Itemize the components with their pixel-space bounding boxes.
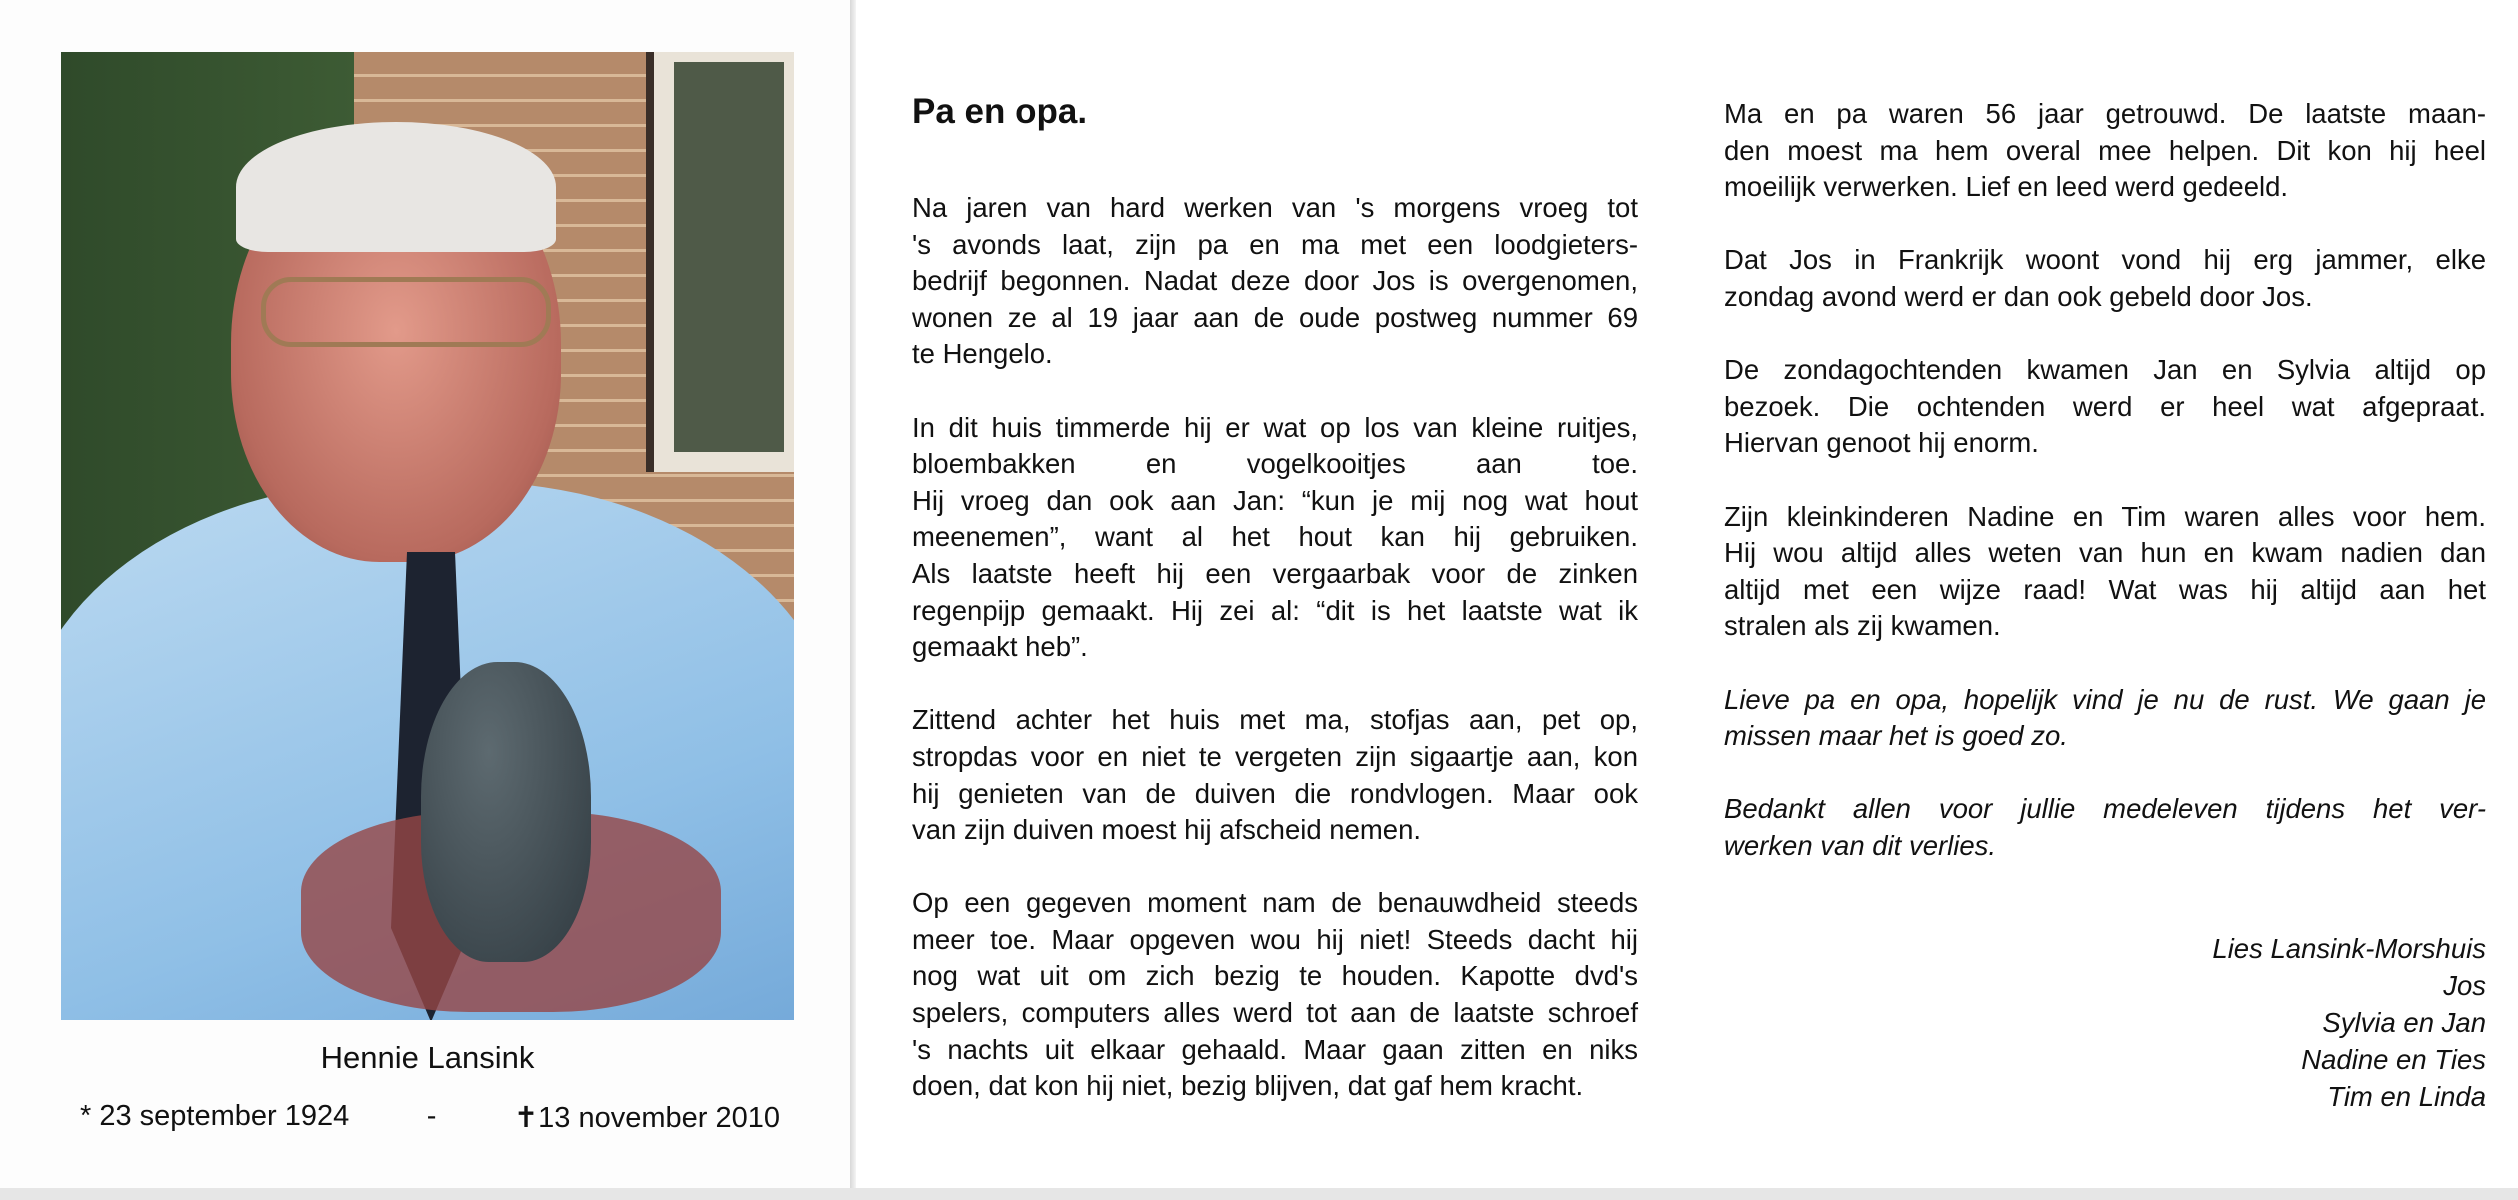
text-line: spelers, computers alles werd tot aan de laatste schroef [912,997,1638,1029]
pigeon [421,662,591,962]
text-line: Als laatste heeft hij een vergaarbak voor de zinken [912,557,1638,589]
text-line: van zijn duiven moest hij afscheid nemen. [912,814,1422,846]
scan-edge [0,1188,2518,1200]
text-line: gemaakt heb”. [912,631,1088,663]
text-line: doen, dat kon hij niet, bezig blijven, dat gaf hem kracht. [912,1070,1584,1102]
birth-date: * 23 september 1924 [80,1100,350,1132]
text-line: altijd met een wijze raad! Wat was hij altijd aan het [1724,573,2486,605]
signature-name: Tim en Linda [2327,1081,2486,1112]
text-line: Na jaren van hard werken van 's morgens vroeg tot [912,192,1638,223]
text-line: stralen als zij kwamen. [1724,610,2001,642]
text-line: te Hengelo. [912,338,1053,370]
text-column-right [1724,96,2486,901]
text-line: 's avonds laat, zijn pa en ma met een loodgieters- [912,228,1638,260]
life-dates [80,1100,780,1135]
closing-paragraph [1724,682,2486,755]
paragraph [1724,96,2486,206]
signature-name: Jos [2443,970,2486,1001]
signature-name: Sylvia en Jan [2322,1007,2486,1038]
date-separator: - [426,1100,437,1132]
text-line: nog wat uit om zich bezig te houden. Kapotte dvd's [912,960,1638,992]
paragraph [912,410,1638,666]
text-line: zondag avond werd er dan ook gebeld door Jos. [1724,280,2313,312]
text-line: hij genieten van de duiven die rondvlogen. Maar ook [912,777,1638,809]
text-column-left [912,190,1638,1141]
text-line: Op een gegeven moment nam de benauwdheid steeds [912,887,1638,919]
window [646,52,794,472]
text-line: meer toe. Maar opgeven wou hij niet! Steeds dacht hij [912,923,1638,955]
text-line: Lieve pa en opa, hopelijk vind je nu de rust. We gaan je [1724,683,2486,715]
text-line: bloembakken en vogelkooitjes aan toe. [912,448,1638,480]
signature-name: Lies Lansink-Morshuis [2212,933,2486,964]
paragraph [912,885,1638,1105]
deceased-name: Hennie Lansink [320,1040,535,1075]
text-line: De zondagochtenden kwamen Jan en Sylvia altijd op [1724,354,2486,386]
text-line: stropdas voor en niet te vergeten zijn sigaartje aan, kon [912,740,1638,772]
paragraph [912,190,1638,373]
text-line: Zijn kleinkinderen Nadine en Tim waren alles voor hem. [1724,500,2486,532]
text-line: bezoek. Die ochtenden werd er heel wat afgepraat. [1724,390,2486,422]
text-line: moeilijk verwerken. Lief en leed werd gedeeld. [1724,171,2289,203]
paragraph [1724,499,2486,645]
paragraph [912,702,1638,848]
portrait-photo [61,52,794,1020]
text-line: den moest ma hem overal mee helpen. Dit kon hij heel [1724,134,2486,166]
text-line: Dat Jos in Frankrijk woont vond hij erg jammer, elke [1724,244,2486,276]
text-line: In dit huis timmerde hij er wat op los van kleine ruitjes, [912,411,1638,443]
text-line: bedrijf begonnen. Nadat deze door Jos is overgenomen, [912,265,1638,297]
page-title: Pa en opa. [912,92,1088,131]
text-line: regenpijp gemaakt. Hij zei al: “dit is het laatste wat ik [912,594,1638,626]
signatures [2212,930,2486,1115]
fold-line [850,0,856,1200]
text-line: Bedankt allen voor jullie medeleven tijdens het ver- [1724,793,2486,825]
signature-name: Nadine en Ties [2301,1044,2486,1075]
text-line: missen maar het is goed zo. [1724,720,2068,752]
text-line: Hij vroeg dan ook aan Jan: “kun je mij nog wat hout [912,484,1638,516]
paragraph [1724,242,2486,315]
text-line: meenemen”, want al het hout kan hij gebruiken. [912,521,1638,553]
text-line: werken van dit verlies. [1724,829,1997,861]
text-line: Hij wou altijd alles weten van hun en kwam nadien dan [1724,537,2486,569]
death-date: ✝13 november 2010 [513,1102,780,1134]
hair [236,122,556,252]
text-line: wonen ze al 19 jaar aan de oude postweg nummer 69 [912,301,1638,333]
text-line: Ma en pa waren 56 jaar getrouwd. De laatste maan- [1724,98,2486,129]
card-front-panel [0,0,850,1200]
glasses [261,277,551,347]
text-line: Zittend achter het huis met ma, stofjas aan, pet op, [912,704,1638,736]
text-line: Hiervan genoot hij enorm. [1724,427,2039,459]
text-line: 's nachts uit elkaar gehaald. Maar gaan zitten en niks [912,1033,1638,1065]
paragraph [1724,352,2486,462]
closing-paragraph [1724,791,2486,864]
